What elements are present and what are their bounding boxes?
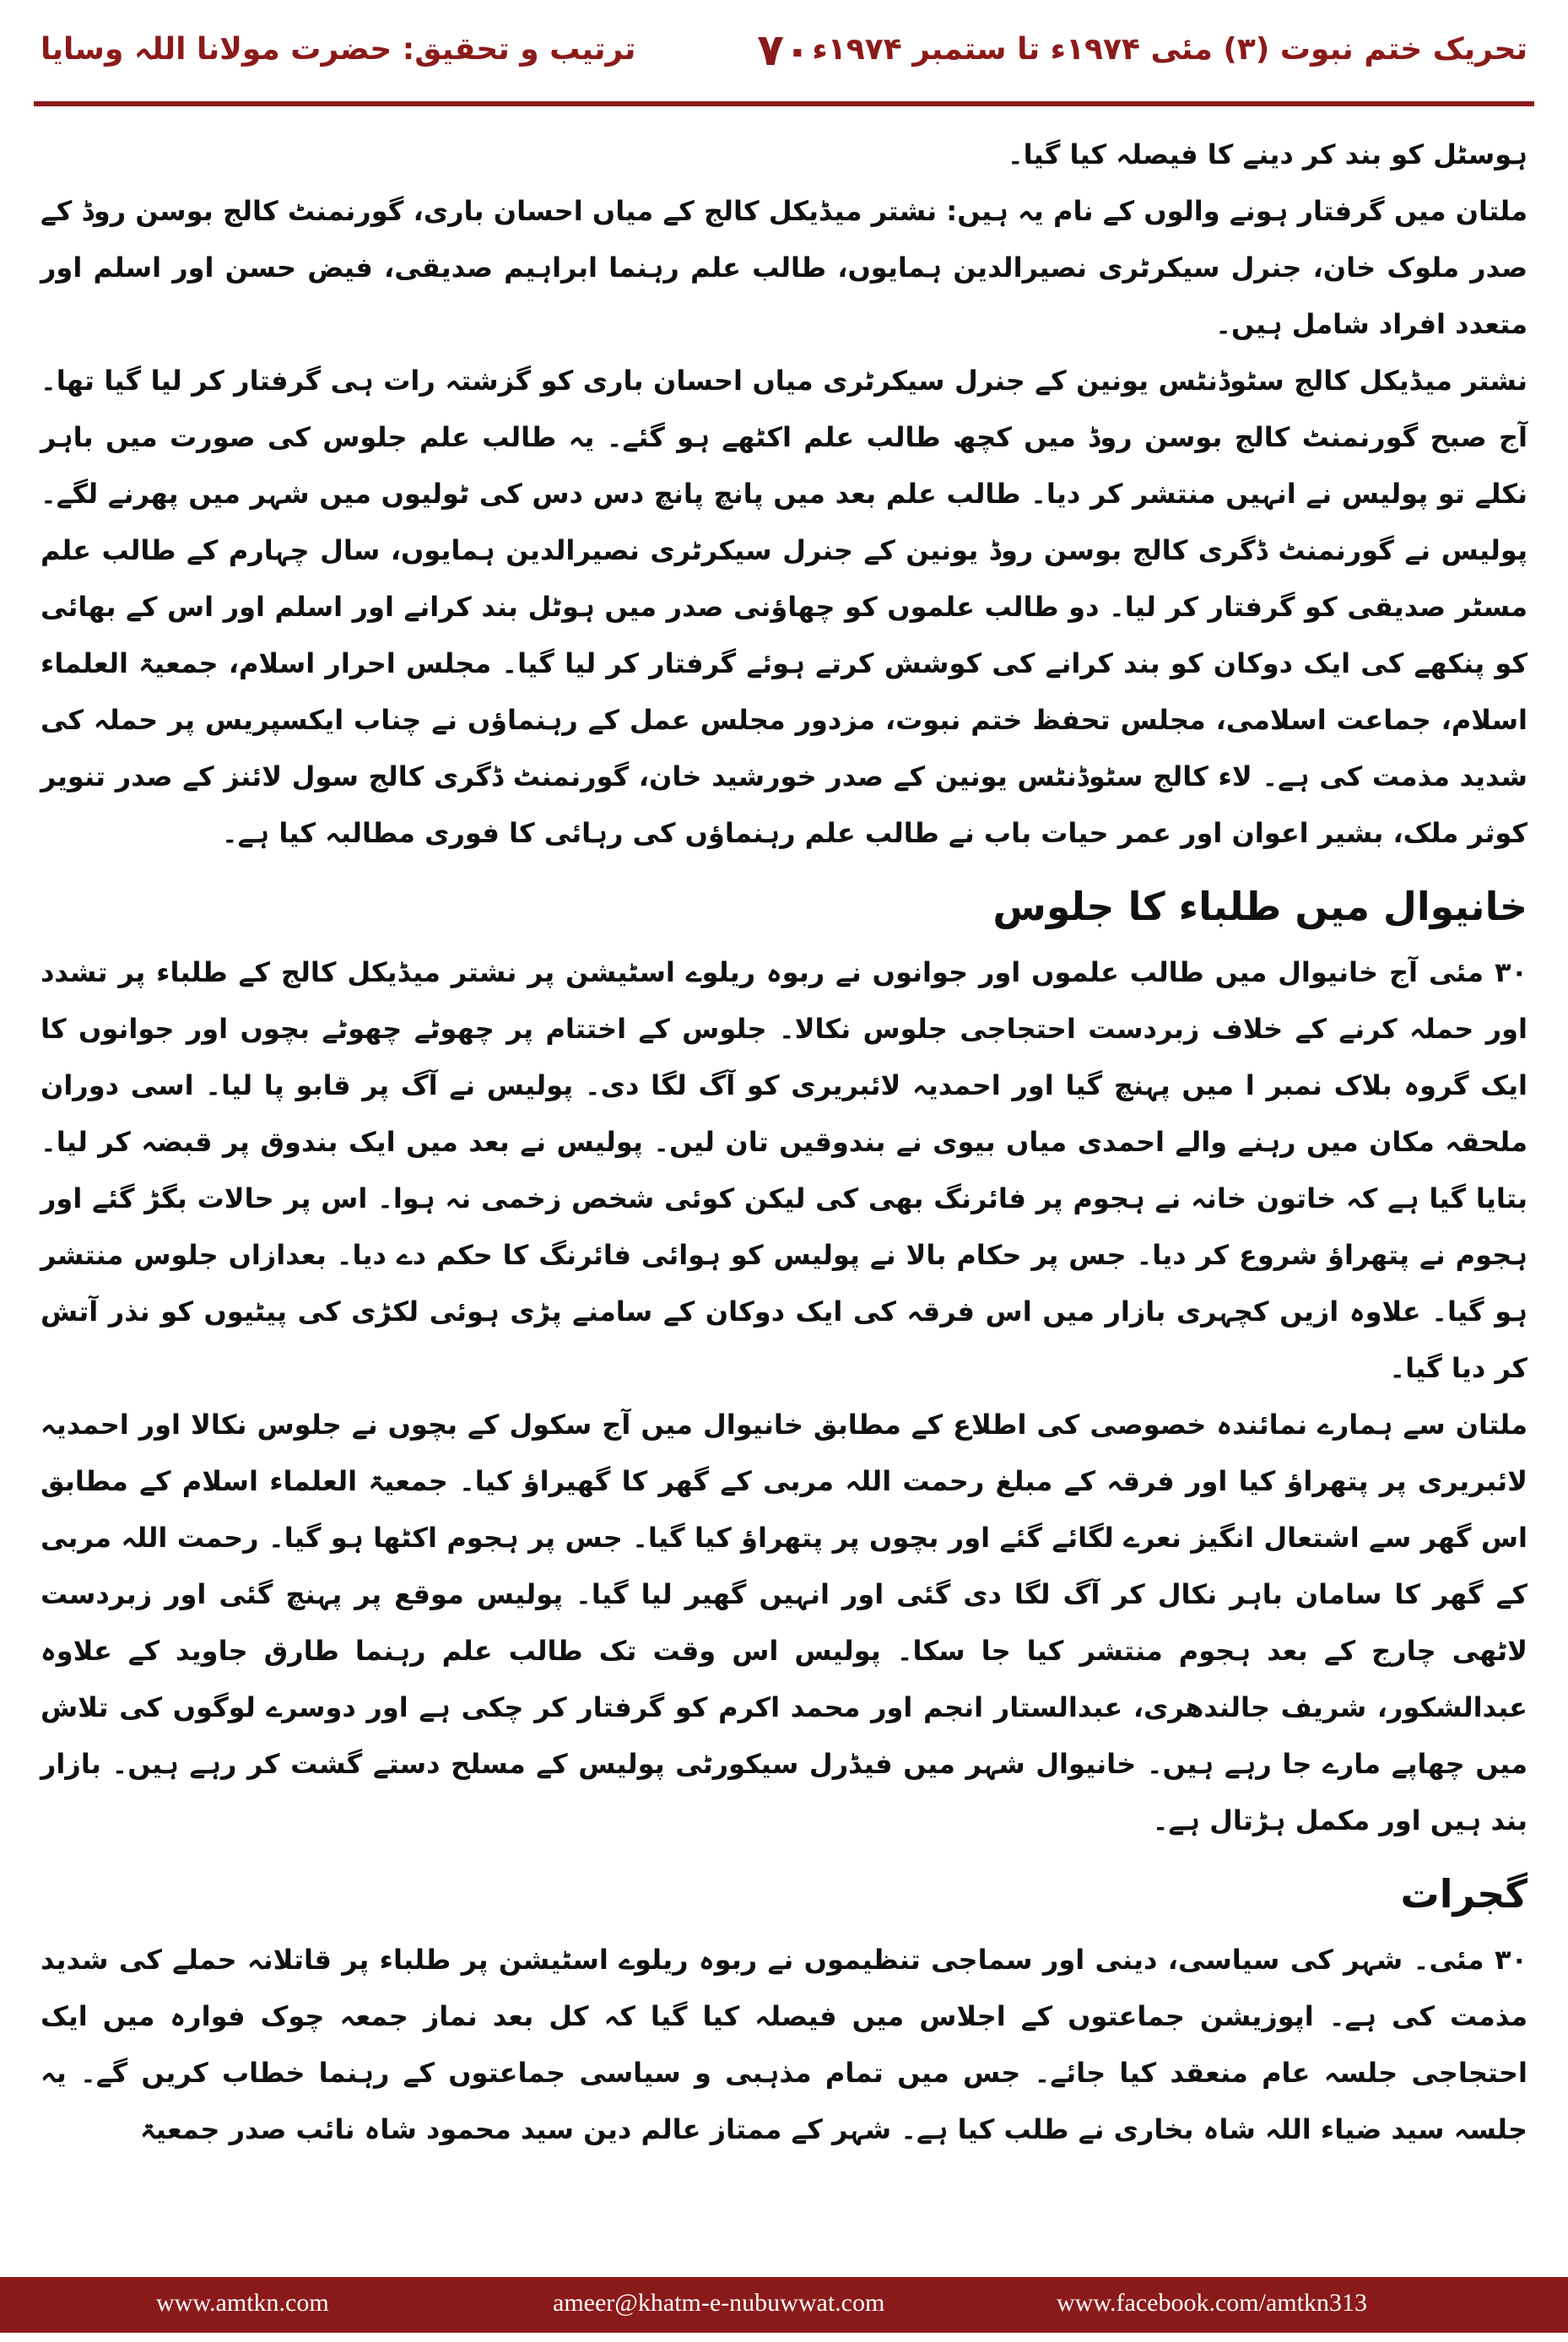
heading-khanewal: خانیوال میں طلباء کا جلوس bbox=[992, 884, 1527, 929]
page-header bbox=[0, 0, 1568, 118]
page-number: ۷۰ bbox=[757, 25, 811, 76]
footer-website-link[interactable]: www.amtkn.com bbox=[156, 2289, 329, 2317]
footer-email-link[interactable]: ameer@khatm-e-nubuwwat.com bbox=[553, 2289, 885, 2317]
paragraph-nishtar-college: نشتر میڈیکل کالج سٹوڈنٹس یونین کے جنرل سیکرٹری میاں احسان باری کو گزشتہ رات ہی گرفتار کر لیا گیا تھا۔ آج صبح گورنمنٹ کالج بوسن روڈ میں کچھ طالب علم اکٹھے ہو گئے۔ یہ طالب علم جلوس کی صورت میں باہر نکلے تو پولیس نے انہیں منتشر کر دیا۔ طالب علم بعد میں پانچ پانچ دس دس کی ٹولیوں میں شہر میں پھرنے لگے۔ پولیس نے گورنمنٹ ڈگری کالج بوسن روڈ یونین کے جنرل سیکرٹری نصیرالدین ہمایوں، سال چہارم کے طالب علم مسٹر صدیقی کو گرفتار کر لیا۔ دو طالب علموں کو چھاؤنی صدر میں ہوٹل بند کرانے اور اسلم اور اس کے بھائی کو پنکھے کی ایک دوکان کو بند کرانے کی کوشش کرتے ہوئے گرفتار کر لیا گیا۔ مجلس احرار اسلام، جمعیۃ العلماء اسلام، جماعت اسلامی، مجلس تحفظ ختم نبوت، مزدور مجلس عمل کے رہنماؤں نے چناب ایکسپریس پر حملہ کی شدید مذمت کی ہے۔ لاء کالج سٹوڈنٹس یونین کے صدر خورشید خان، گورنمنٹ ڈگری کالج سول لائنز کے صدر تنویر کوثر ملک، بشیر اعوان اور عمر حیات باب نے طالب علم رہنماؤں کی رہائی کا فوری مطالبہ کیا ہے۔ bbox=[41, 365, 1527, 849]
heading-gujrat: گجرات bbox=[1400, 1871, 1527, 1917]
paragraph-gujrat: ۳۰ مئی۔ شہر کی سیاسی، دینی اور سماجی تنظیموں نے ربوہ ریلوے اسٹیشن پر طلباء پر قاتلانہ حملے کی شدید مذمت کی ہے۔ اپوزیشن جماعتوں کے اجلاس میں فیصلہ کیا گیا کہ کل بعد نماز جمعہ چوک فوارہ میں ایک احتجاجی جلسہ عام منعقد کیا جائے۔ جس میں تمام مذہبی و سیاسی جماعتوں کے رہنما خطاب کریں گے۔ یہ جلسہ سید ضیاء اللہ شاہ بخاری نے طلب کیا ہے۔ شہر کے ممتاز عالم دین سید محمود شاہ نائب صدر جمعیۃ bbox=[41, 1944, 1527, 2145]
page-footer bbox=[0, 2277, 1568, 2333]
book-title: تحریک ختم نبوت (۳) مئی ۱۹۷۴ء تا ستمبر ۱۹۷۴ء bbox=[812, 32, 1527, 67]
footer-facebook-link[interactable]: www.facebook.com/amtkn313 bbox=[1057, 2289, 1367, 2317]
paragraph-hostel-closure: ہوسٹل کو بند کر دینے کا فیصلہ کیا گیا۔ bbox=[1007, 138, 1527, 170]
paragraph-khanewal-procession: ۳۰ مئی آج خانیوال میں طالب علموں اور جوانوں نے ربوہ ریلوے اسٹیشن پر نشتر میڈیکل کالج کے طلباء پر تشدد اور حملہ کرنے کے خلاف زبردست احتجاجی جلوس نکالا۔ جلوس کے اختتام پر چھوٹے چھوٹے بچوں اور جوانوں کا ایک گروہ بلاک نمبر ا میں پہنچ گیا اور احمدیہ لائبریری کو آگ لگا دی۔ پولیس نے آگ پر قابو پا لیا۔ اسی دوران ملحقہ مکان میں رہنے والے احمدی میاں بیوی نے بندوقیں تان لیں۔ پولیس نے بعد میں ایک بندوق پر قبضہ کر لیا۔ بتایا گیا ہے کہ خاتون خانہ نے ہجوم پر فائرنگ بھی کی لیکن کوئی شخص زخمی نہ ہوا۔ اس پر حالات بگڑ گئے اور ہجوم نے پتھراؤ شروع کر دیا۔ جس پر حکام بالا نے پولیس کو ہوائی فائرنگ کا حکم دے دیا۔ بعدازاں جلوس منتشر ہو گیا۔ علاوہ ازیں کچہری بازار میں اس فرقہ کی ایک دوکان کے سامنے پڑی ہوئی لکڑی کی پیٹیوں کو نذر آتش کر دیا گیا۔ bbox=[41, 956, 1527, 1384]
paragraph-multan-arrests: ملتان میں گرفتار ہونے والوں کے نام یہ ہیں: نشتر میڈیکل کالج کے میاں احسان باری، گورنمنٹ کالج بوسن روڈ کے صدر ملوک خان، جنرل سیکرٹری نصیرالدین ہمایوں، طالب علم رہنما ابراہیم صدیقی، فیض حسن اور اسلم اور متعدد افراد شامل ہیں۔ bbox=[41, 195, 1528, 340]
paragraph-khanewal-report: ملتان سے ہمارے نمائندہ خصوصی کی اطلاع کے مطابق خانیوال میں آج سکول کے بچوں نے جلوس نکالا اور احمدیہ لائبریری پر پتھراؤ کیا اور فرقہ کے مبلغ رحمت اللہ مربی کے گھر کا گھیراؤ کیا۔ جمعیۃ العلماء اسلام کے مطابق اس گھر سے اشتعال انگیز نعرے لگائے گئے اور بچوں پر پتھراؤ کیا گیا۔ جس پر ہجوم اکٹھا ہو گیا۔ رحمت اللہ مربی کے گھر کا سامان باہر نکال کر آگ لگا دی گئی اور انہیں گھیر لیا گیا۔ پولیس موقع پر پہنچ گئی اور زبردست لاٹھی چارج کے بعد ہجوم منتشر کیا جا سکا۔ پولیس اس وقت تک طالب علم رہنما طارق جاوید کے علاوہ عبدالشکور، شریف جالندھری، عبدالستار انجم اور محمد اکرم کو گرفتار کر چکی ہے اور دوسرے لوگوں کی تلاش میں چھاپے مارے جا رہے ہیں۔ خانیوال شہر میں فیڈرل سیکورٹی پولیس کے مسلح دستے گشت کر رہے ہیں۔ بازار بند ہیں اور مکمل ہڑتال ہے۔ bbox=[41, 1409, 1527, 1836]
page-body bbox=[41, 127, 1527, 2158]
header-divider bbox=[34, 101, 1534, 106]
compiler-credit: ترتیب و تحقیق: حضرت مولانا اللہ وسایا bbox=[41, 32, 636, 67]
